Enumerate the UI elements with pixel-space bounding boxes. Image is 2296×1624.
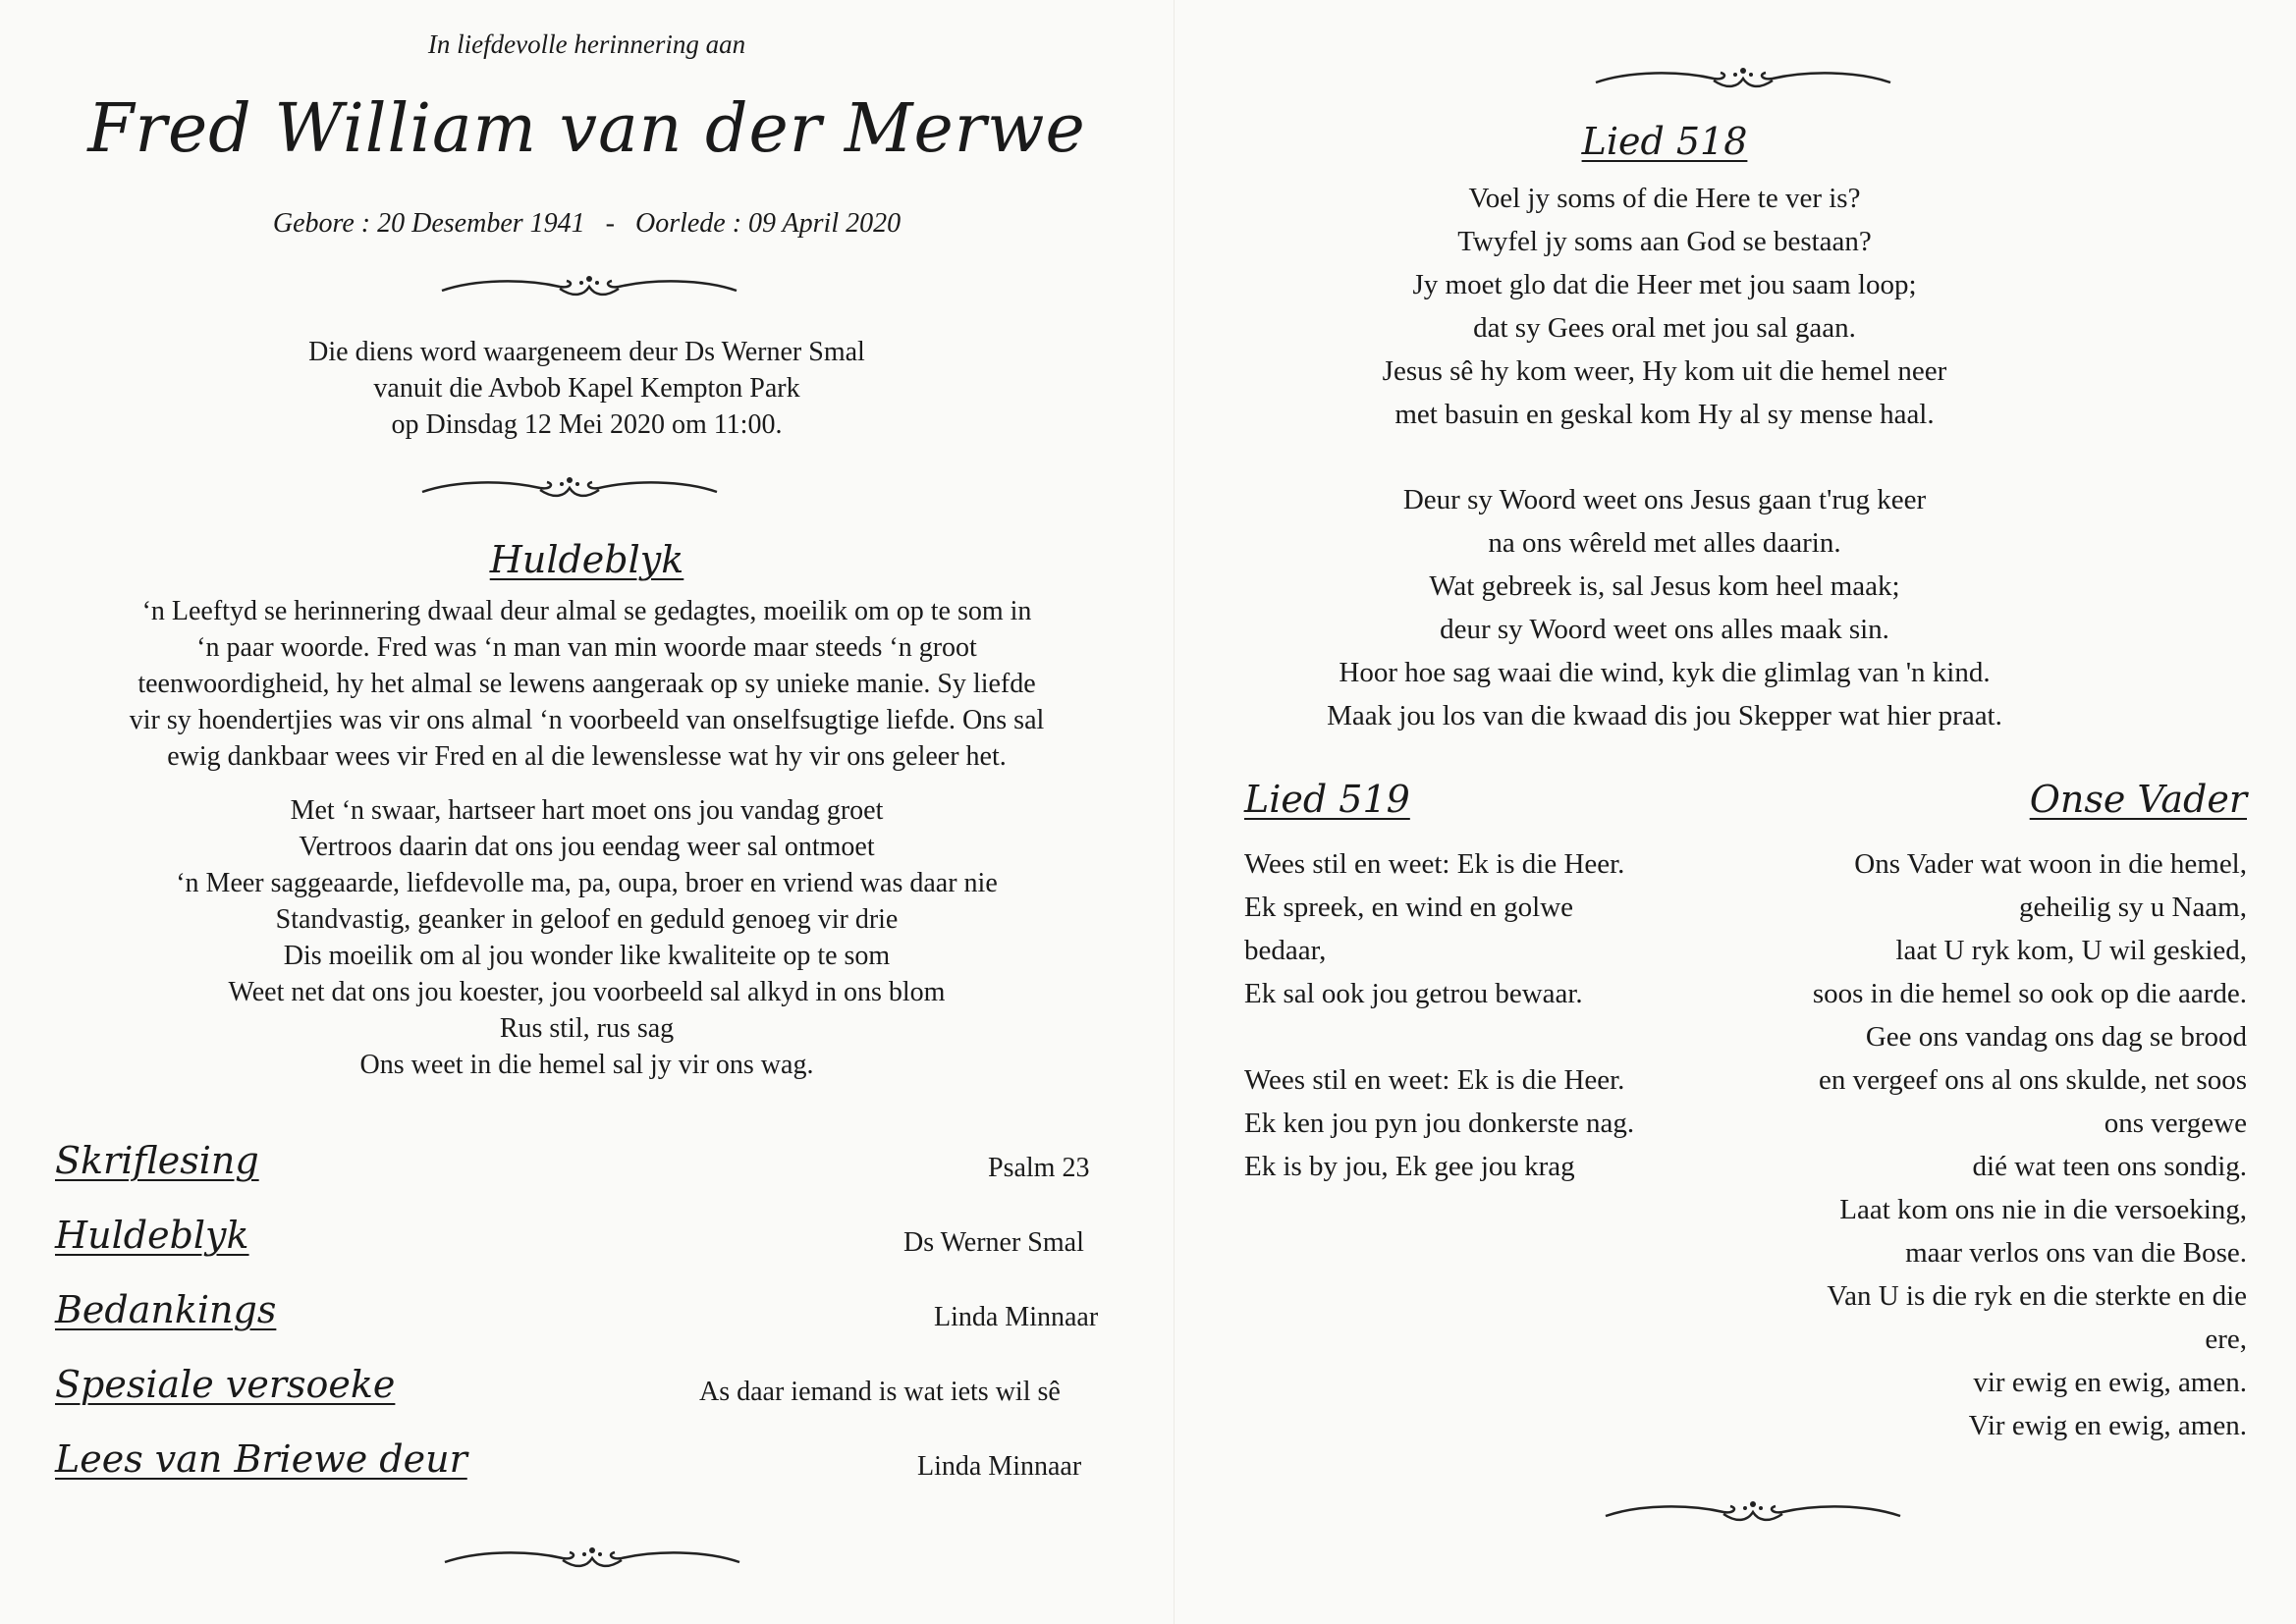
service-line: Die diens word waargeneem deur Ds Werner Smal <box>308 337 865 367</box>
hymn-line: Wees stil en weet: Ek is die Heer. <box>1244 848 1625 880</box>
programme-heading: Spesiale versoeke <box>55 1363 396 1406</box>
scroll-divider-icon <box>437 265 741 308</box>
prayer-line: laat U ryk kom, U wil geskied, <box>1895 935 2247 966</box>
hymn-line: Jesus sê hy kom weer, Hy kom uit die hemel neer <box>1382 355 1947 387</box>
poem-line: Rus stil, rus sag <box>499 1013 675 1044</box>
poem-line: Ons weet in die hemel sal jy vir ons wag. <box>359 1050 814 1080</box>
deceased-name: Fred William van der Merwe <box>87 90 1086 168</box>
prayer-line: en vergeef ons al ons skulde, net soos <box>1819 1064 2247 1096</box>
hymn519-verse2 <box>1244 1058 1634 1188</box>
poem-line: Vertroos daarin dat ons jou eendag weer sal ontmoet <box>299 832 875 862</box>
poem-line: Dis moeilik om al jou wonder like kwaliteite op te som <box>283 941 891 971</box>
lords-prayer <box>1813 842 2247 1447</box>
hymn-line: dat sy Gees oral met jou sal gaan. <box>1473 312 1856 344</box>
service-line: op Dinsdag 12 Mei 2020 om 11:00. <box>391 409 783 440</box>
hymn-line: Twyfel jy soms aan God se bestaan? <box>1457 226 1872 257</box>
life-dates: Gebore : 20 Desember 1941 - Oorlede : 09 April 2020 <box>272 208 902 239</box>
hymn-line: bedaar, <box>1244 935 1327 966</box>
programme-heading: Lees van Briewe deur <box>55 1437 467 1481</box>
hymn519-heading: Lied 519 <box>1244 778 1410 821</box>
tribute-line: ‘n Leeftyd se herinnering dwaal deur almal se gedagtes, moeilik om op te som in <box>141 596 1032 626</box>
intro-text: In liefdevolle herinnering aan <box>427 29 746 59</box>
tribute-heading: Huldeblyk <box>489 538 684 581</box>
hymn-line: Jy moet glo dat die Heer met jou saam loop; <box>1412 269 1917 300</box>
programme-heading: Skriflesing <box>55 1139 259 1182</box>
prayer-line: geheilig sy u Naam, <box>2019 892 2247 923</box>
prayer-line: Van U is die ryk en die sterkte en die <box>1827 1280 2247 1312</box>
scroll-divider-icon <box>440 1537 744 1580</box>
prayer-line: ere, <box>2205 1324 2247 1355</box>
programme-heading: Huldeblyk <box>55 1214 249 1257</box>
prayer-line: maar verlos ons van die Bose. <box>1905 1237 2247 1269</box>
prayer-line: Laat kom ons nie in die versoeking, <box>1839 1194 2247 1225</box>
scroll-divider-icon <box>417 466 722 510</box>
hymn518-verse2 <box>1174 478 2156 737</box>
tribute-line: ewig dankbaar wees vir Fred en al die lewenslesse wat hy vir ons geleer het. <box>167 741 1007 772</box>
hymn-line: Hoor hoe sag waai die wind, kyk die glimlag van 'n kind. <box>1339 657 1991 688</box>
service-line: vanuit die Avbob Kapel Kempton Park <box>373 373 800 404</box>
programme-row <box>55 1139 1116 1198</box>
programme-heading: Bedankings <box>55 1288 277 1331</box>
programme-value: Ds Werner Smal <box>903 1227 1084 1258</box>
hymn-line: Ek spreek, en wind en golwe <box>1244 892 1574 923</box>
prayer-line: Gee ons vandag ons dag se brood <box>1865 1021 2247 1053</box>
prayer-line: soos in die hemel so ook op die aarde. <box>1812 978 2247 1009</box>
poem-line: Met ‘n swaar, hartseer hart moet ons jou vandag groet <box>290 795 884 826</box>
hymn-line: Ek is by jou, Ek gee jou krag <box>1244 1151 1575 1182</box>
poem-line: Standvastig, geanker in geloof en geduld genoeg vir drie <box>275 904 899 935</box>
hymn518-heading: Lied 518 <box>1581 120 1748 163</box>
hymn-line: Ek sal ook jou getrou bewaar. <box>1244 978 1583 1009</box>
hymn-line: na ons wêreld met alles daarin. <box>1488 527 1841 559</box>
programme-row <box>55 1437 1116 1496</box>
tribute-line: ‘n paar woorde. Fred was ‘n man van min woorde maar steeds ‘n groot <box>196 632 977 663</box>
scroll-divider-icon <box>1601 1490 1905 1534</box>
prayer-line: dié wat teen ons sondig. <box>1972 1151 2247 1182</box>
programme-row <box>55 1214 1116 1272</box>
service-details <box>0 334 1174 443</box>
hymn-line: Maak jou los van die kwaad dis jou Skepper wat hier praat. <box>1327 700 2002 731</box>
programme-value: Linda Minnaar <box>934 1302 1099 1332</box>
tribute-line: vir sy hoendertjies was vir ons almal ‘n voorbeeld van onselfsugtige liefde. Ons sal <box>129 705 1045 735</box>
poem-line: ‘n Meer saggeaarde, liefdevolle ma, pa, oupa, broer en vriend was daar nie <box>176 868 998 898</box>
programme-value: Psalm 23 <box>988 1153 1090 1183</box>
prayer-line: ons vergewe <box>2104 1108 2247 1139</box>
prayer-line: vir ewig en ewig, amen. <box>1973 1367 2247 1398</box>
hymn-line: Deur sy Woord weet ons Jesus gaan t'rug keer <box>1402 484 1927 515</box>
hymn-line: Wat gebreek is, sal Jesus kom heel maak; <box>1429 570 1900 602</box>
scroll-divider-icon <box>1591 57 1895 100</box>
hymn-line: met basuin en geskal kom Hy al sy mense haal. <box>1394 399 1935 430</box>
hymn-line: deur sy Woord weet ons alles maak sin. <box>1440 614 1889 645</box>
lords-prayer-heading: Onse Vader <box>2029 778 2247 821</box>
programme-value: Linda Minnaar <box>917 1451 1082 1482</box>
hymn-line: Ek ken jou pyn jou donkerste nag. <box>1244 1108 1635 1139</box>
prayer-line: Vir ewig en ewig, amen. <box>1968 1410 2247 1441</box>
hymn-line: Wees stil en weet: Ek is die Heer. <box>1244 1064 1625 1096</box>
prayer-line: Ons Vader wat woon in die hemel, <box>1854 848 2247 880</box>
hymn518-verse1 <box>1174 177 2156 436</box>
hymn519-verse1 <box>1244 842 1624 1015</box>
memorial-poem <box>0 792 1174 1083</box>
programme-row <box>55 1288 1116 1347</box>
right-page <box>1174 0 2296 1624</box>
programme-row <box>55 1363 1116 1422</box>
programme-value: As daar iemand is wat iets wil sê <box>699 1377 1061 1407</box>
hymn-line: Voel jy soms of die Here te ver is? <box>1468 183 1861 214</box>
poem-line: Weet net dat ons jou koester, jou voorbeeld sal alkyd in ons blom <box>228 977 946 1007</box>
tribute-paragraph <box>0 593 1174 775</box>
tribute-line: teenwoordigheid, hy het almal se lewens aangeraak op sy unieke manie. Sy liefde <box>137 669 1036 699</box>
